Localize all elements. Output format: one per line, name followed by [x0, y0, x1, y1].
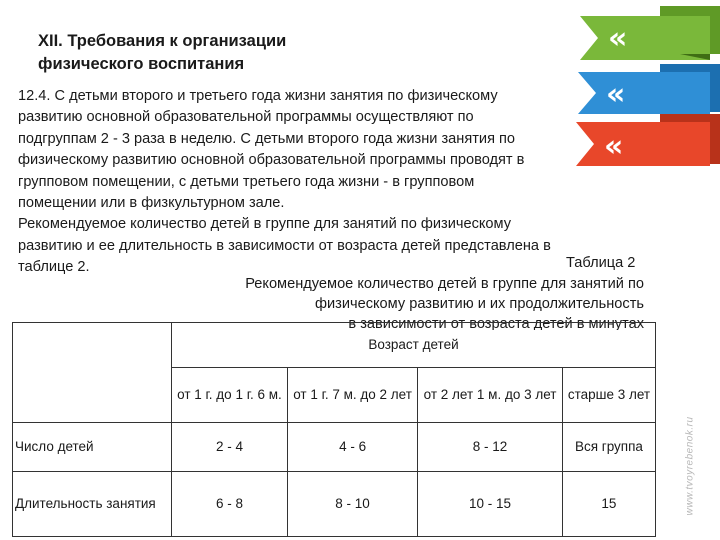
- table-row: [13, 472, 656, 537]
- column-header: от 2 лет 1 м. до 3 лет: [418, 368, 563, 423]
- body-line: таблице 2.: [18, 259, 90, 276]
- table-cell: 8 - 12: [418, 423, 563, 472]
- body-line: развитию и ее длительность в зависимости от возраста детей представлена в: [18, 237, 551, 254]
- age-table: [12, 322, 656, 537]
- table-corner-cell: [13, 323, 172, 423]
- body-line: Рекомендуемое количество детей в группе для занятий по физическому: [18, 216, 512, 233]
- body-line: 12.4. С детьми второго и третьего года жизни занятия по физическому: [18, 88, 498, 104]
- row-label: Число детей: [13, 423, 172, 472]
- caption-line: физическому развитию и их продолжительность: [314, 296, 644, 312]
- table-row: [13, 423, 656, 472]
- title-line: XII. Требования к организации: [38, 32, 287, 50]
- svg-text:«: «: [604, 129, 624, 164]
- body-line: развитию основной образовательной программы осуществляют по: [18, 109, 474, 126]
- watermark-text: www.tvoyrebenok.ru: [684, 416, 696, 516]
- table-cell: 10 - 15: [418, 472, 563, 537]
- body-line: помещении или в физкультурном зале.: [18, 195, 285, 212]
- caption-line: Рекомендуемое количество детей в группе для занятий по: [245, 276, 644, 292]
- body-line: групповом помещении, с детьми третьего года жизни - в групповом: [18, 173, 475, 190]
- svg-text:«: «: [606, 77, 626, 112]
- svg-text:«: «: [608, 21, 628, 56]
- column-header: старше 3 лет: [562, 368, 655, 423]
- body-line: физическому развитию основной образовательной программы проводят в: [18, 152, 525, 169]
- slide-title: [38, 30, 558, 76]
- body-paragraph: [18, 86, 626, 279]
- row-label: Длительность занятия: [13, 472, 172, 537]
- table-cell: 8 - 10: [287, 472, 417, 537]
- table-cell: Вся группа: [562, 423, 655, 472]
- column-header: от 1 г. до 1 г. 6 м.: [172, 368, 288, 423]
- caption-line: в зависимости от возраста детей в минутах: [348, 316, 644, 330]
- table-cell: 2 - 4: [172, 423, 288, 472]
- column-header: от 1 г. 7 м. до 2 лет: [287, 368, 417, 423]
- table-number: Таблица 2: [566, 255, 636, 271]
- table-cell: 15: [562, 472, 655, 537]
- group-header: Возраст детей: [172, 323, 656, 368]
- body-line: подгруппам 2 - 3 раза в неделю. С детьми второго года жизни занятия по: [18, 130, 516, 147]
- table-cell: 4 - 6: [287, 423, 417, 472]
- table-cell: 6 - 8: [172, 472, 288, 537]
- green-ribbon: [580, 6, 720, 60]
- watermark: [680, 340, 700, 520]
- table-header-row: [13, 323, 656, 368]
- title-line: физического воспитания: [38, 55, 245, 73]
